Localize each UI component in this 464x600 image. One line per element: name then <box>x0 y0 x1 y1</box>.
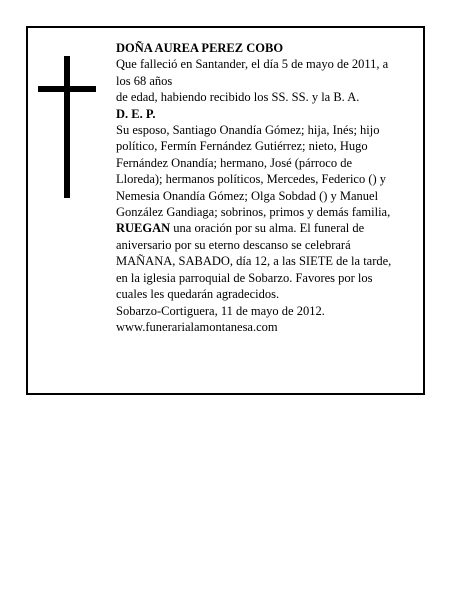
ruegan-line <box>116 220 416 236</box>
website-line: www.funerarialamontanesa.com <box>116 319 278 334</box>
family-line: Lloreda); hermanos políticos, Mercedes, Federico () y <box>116 172 387 187</box>
dep-label: D. E. P. <box>116 106 156 121</box>
notice-text <box>116 40 416 335</box>
cross-icon <box>38 56 98 198</box>
closing-line: cuales les quedarán agradecidos. <box>116 287 280 302</box>
place-date-line: Sobarzo-Cortiguera, 11 de mayo de 2012. <box>116 303 325 318</box>
deceased-name: DOÑA AUREA PEREZ COBO <box>116 41 284 55</box>
notice-line: de edad, habiendo recibido los SS. SS. y la B. A. <box>116 90 360 105</box>
closing-line: MAÑANA, SABADO, día 12, a las SIETE de la tarde, <box>116 254 392 269</box>
closing-line: aniversario por su eterno descanso se celebrará <box>116 237 351 252</box>
family-line: político, Fermín Fernández Gutiérrez; nieto, Hugo <box>116 139 368 154</box>
family-line: González Gandiaga; sobrinos, primos y demás familia, <box>116 205 391 220</box>
notice-line: los 68 años <box>116 73 173 88</box>
notice-line: Que falleció en Santander, el día 5 de mayo de 2011, a <box>116 57 389 72</box>
obituary-notice <box>26 26 425 395</box>
ruegan-word: RUEGAN <box>116 221 171 236</box>
family-line: Nemesia Onandía Gómez; Olga Sobdad () y Manuel <box>116 188 379 203</box>
cross-beam <box>38 86 96 92</box>
cross-upright <box>64 56 70 198</box>
family-line: Su esposo, Santiago Onandía Gómez; hija, Inés; hijo <box>116 123 380 138</box>
family-line: Fernández Onandía; hermano, José (párroco de <box>116 155 353 170</box>
closing-line: en la iglesia parroquial de Sobarzo. Favores por los <box>116 270 373 285</box>
ruegan-rest: una oración por su alma. El funeral de <box>170 221 365 236</box>
